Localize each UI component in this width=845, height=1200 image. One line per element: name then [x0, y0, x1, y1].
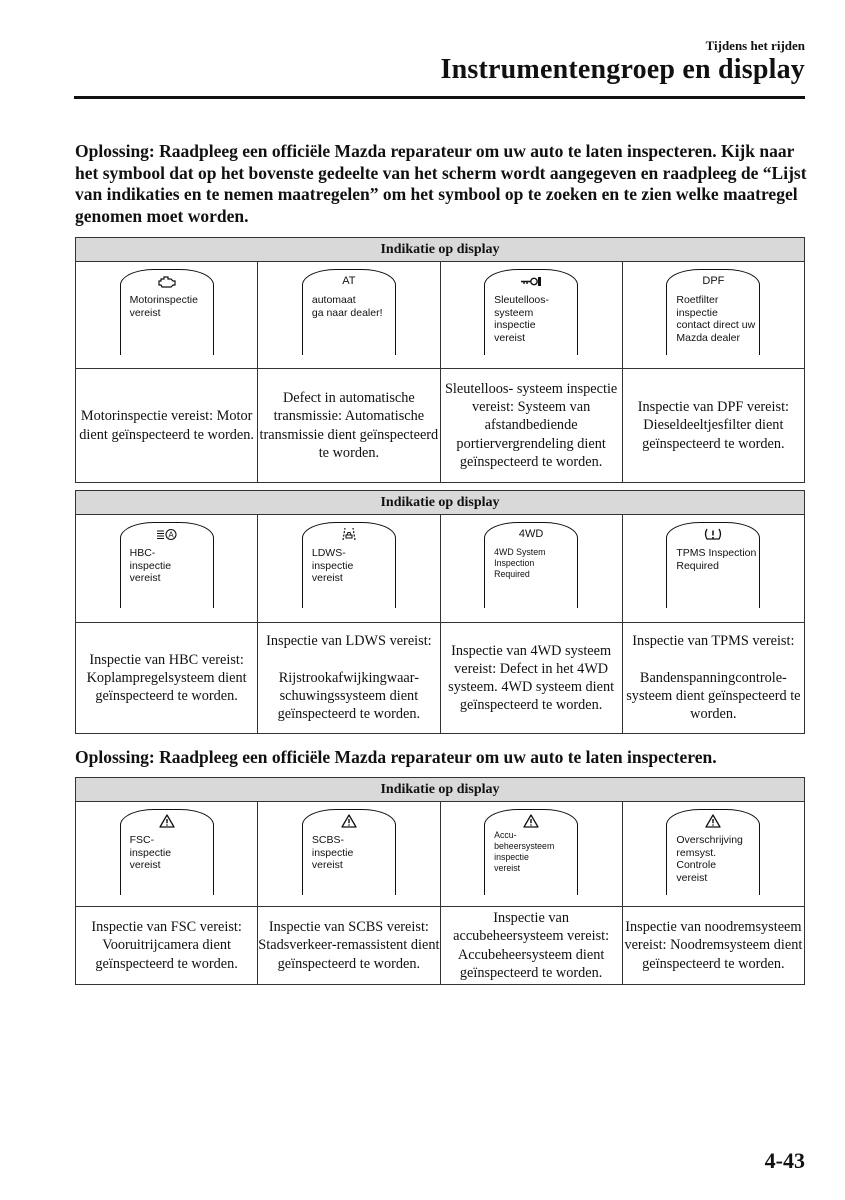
warning-triangle-icon: [705, 814, 721, 828]
indicator-table-3: [75, 777, 805, 985]
display-message: Overschrijving remsyst. Controle vereist: [676, 834, 743, 884]
table-cell: [622, 802, 804, 907]
table-cell: [258, 262, 440, 369]
display-screen: [120, 522, 214, 608]
header-rule: [74, 96, 805, 99]
display-message: TPMS Inspection Required: [676, 547, 757, 572]
at-text-icon: AT: [342, 275, 356, 287]
warning-triangle-icon: [341, 814, 357, 828]
description-cell: Inspectie van 4WD systeem vereist: Defect in het 4WD systeem. 4WD systeem dient geïnspecteerd te worden.: [440, 623, 622, 734]
display-message: automaat ga naar dealer!: [311, 294, 383, 319]
ldws-icon: [340, 527, 358, 541]
display-message: 4WD System Inspection Required: [494, 547, 546, 579]
description-cell: Inspectie van SCBS vereist: Stadsverkeer-remassistent dient geïnspecteerd te worden.: [258, 907, 440, 985]
warning-triangle-icon: [159, 814, 175, 828]
table-cell: [258, 515, 440, 623]
table-cell: [622, 262, 804, 369]
description-cell: Inspectie van DPF vereist: Dieseldeeltjesfilter dient geïnspecteerd te worden.: [622, 369, 804, 483]
display-message: HBC- inspectie vereist: [129, 547, 172, 584]
display-screen: [302, 522, 396, 608]
description-cell: Inspectie van FSC vereist: Vooruitrijcamera dient geïnspecteerd te worden.: [76, 907, 258, 985]
description-cell: Inspectie van noodremsysteem vereist: Noodremsysteem dient geïnspecteerd te worden.: [622, 907, 804, 985]
display-screen: [484, 522, 578, 608]
display-screen: [120, 269, 214, 355]
solution-paragraph: Oplossing: Raadpleeg een officiële Mazda reparateur om uw auto te laten inspecteren.: [75, 747, 717, 767]
indicator-table-2: [75, 490, 805, 734]
key-icon: [520, 275, 542, 288]
table-cell: [622, 515, 804, 623]
table-header: Indikatie op display: [76, 778, 805, 802]
display-screen: [302, 269, 396, 355]
display-message: Roetfilter inspectie contact direct uw Mazda dealer: [676, 294, 756, 344]
description-cell: Inspectie van accubeheersysteem vereist: Accubeheersysteem dient geïnspecteerd te worden.: [440, 907, 622, 985]
display-message: Motorinspectie vereist: [129, 294, 198, 319]
display-screen: [302, 809, 396, 895]
table-cell: [440, 802, 622, 907]
warning-triangle-icon: [523, 814, 539, 828]
description-cell: Inspectie van LDWS vereist: Rijstrookafwijkingwaar-schuwingssysteem dient geïnspecteerd te worden.: [258, 623, 440, 734]
table-cell: [440, 515, 622, 623]
display-screen: [666, 809, 760, 895]
description-cell: Sleutelloos- systeem inspectie vereist: Systeem van afstandbediende portiervergrendeling dient geïnspecteerd te worden.: [440, 369, 622, 483]
display-message: LDWS- inspectie vereist: [311, 547, 354, 584]
display-screen: [484, 269, 578, 355]
hbc-icon: [156, 528, 178, 541]
display-screen: [666, 269, 760, 355]
intro-paragraph: Oplossing: Raadpleeg een officiële Mazda reparateur om uw auto te laten inspecteren. Kijk naar het symbool dat op het bovenste gedeelte van het scherm wordt aangegeven en raadpleeg de “Lijst van indikaties en te nemen maatregelen” om het symbool op te zoeken en te zien welke maatregel genomen moet worden.: [75, 141, 807, 226]
svg-text:A: A: [167, 530, 174, 540]
4wd-text-icon: 4WD: [518, 528, 544, 540]
description-cell: Motorinspectie vereist: Motor dient geïnspecteerd te worden.: [76, 369, 258, 483]
display-message: Accu- beheersysteem inspectie vereist: [494, 830, 555, 873]
indicator-table-1: [75, 237, 805, 483]
table-header: Indikatie op display: [76, 491, 805, 515]
description-cell: Inspectie van TPMS vereist: Bandenspanningcontrole-systeem dient geïnspecteerd te worden.: [622, 623, 804, 734]
page-number: 4-43: [764, 1148, 805, 1173]
display-screen: [120, 809, 214, 895]
tpms-icon: [703, 527, 723, 541]
table-cell: [258, 802, 440, 907]
display-message: Sleutelloos- systeem inspectie vereist: [494, 294, 549, 344]
engine-icon: [158, 275, 176, 288]
table-header: Indikatie op display: [76, 238, 805, 262]
section-label: Tijdens het rijden: [705, 38, 805, 53]
display-message: SCBS- inspectie vereist: [311, 834, 354, 871]
display-message: FSC- inspectie vereist: [129, 834, 172, 871]
description-cell: Defect in automatische transmissie: Automatische transmissie dient geïnspecteerd te worden.: [258, 369, 440, 483]
description-cell: Inspectie van HBC vereist: Koplampregelsysteem dient geïnspecteerd te worden.: [76, 623, 258, 734]
table-cell: [76, 802, 258, 907]
display-screen: [666, 522, 760, 608]
table-cell: [76, 262, 258, 369]
table-cell: [440, 262, 622, 369]
display-screen: [484, 809, 578, 895]
chapter-title: Instrumentengroep en display: [440, 54, 805, 85]
dpf-text-icon: DPF: [702, 275, 725, 287]
table-cell: [76, 515, 258, 623]
